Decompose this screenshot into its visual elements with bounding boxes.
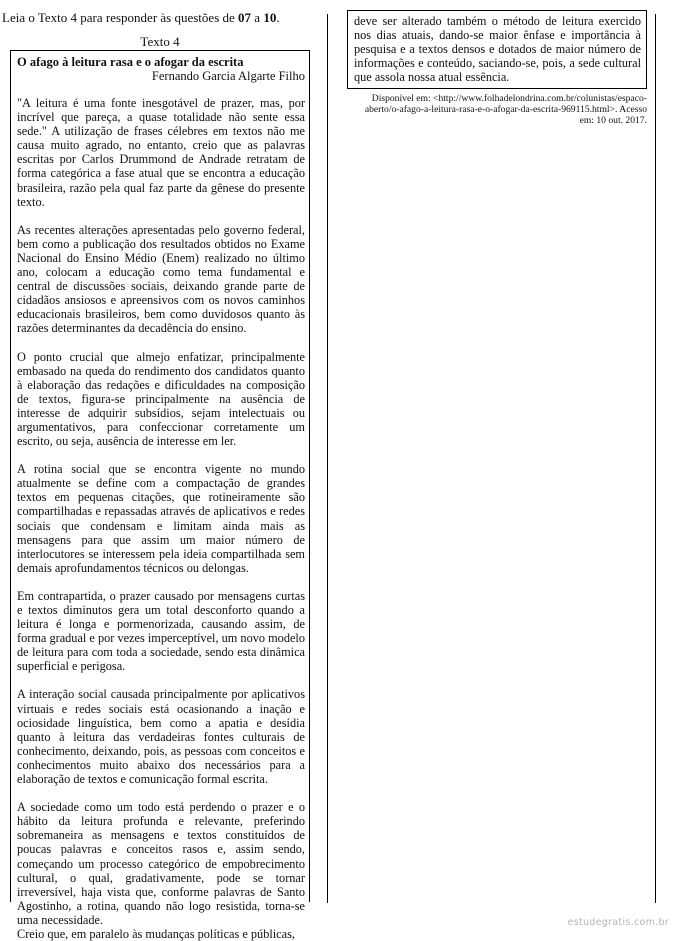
article-continuation-box — [347, 10, 647, 89]
instruction-line — [2, 10, 322, 26]
question-start: 07 — [238, 10, 252, 25]
article-paragraph: Em contrapartida, o prazer causado por mensagens curtas e textos diminutos gera um total desconforto quando a leitura é longa e pormenorizada, causando assim, de forma gradual e por vezes imperceptível, um novo modelo de leitura para com toda a sociedade, sendo esta dinâmica superficial e perigosa. — [17, 588, 305, 674]
instruction-prefix: Leia o Texto 4 para responder às questões de — [2, 10, 239, 25]
text-label: Texto 4 — [140, 34, 180, 49]
right-border-rule — [655, 14, 656, 903]
instruction-connector: a — [251, 10, 264, 25]
question-end: 10 — [263, 10, 277, 25]
article-paragraph: As recentes alterações apresentadas pelo governo federal, bem como a publicação dos resultados obtidos no Exame Nacional do Ensino Médio (Enem) realizado no último ano, colocam a educação como tema fundamental e central de discussões sociais, deixando grande parte de cidadãos ansiosos e apreensivos com os novos caminhos educacionais brasileiros, bem como duvidosos quanto às razões determinantes da decadência do ensino. — [17, 222, 305, 336]
article-continuation: deve ser alterado também o método de leitura exercido nos dias atuais, dando-se maior ênfase e importância à pesquisa e a textos densos e dotados de maior número de informações e conteúdo, saciando-se, pois, a sede cultural que assola nossa atual essência. — [354, 14, 641, 85]
instruction-suffix: . — [276, 10, 280, 25]
article-paragraph: A sociedade como um todo está perdendo o prazer e o hábito da leitura profunda e relevante, preferindo sobremaneira as mensagens e textos constituídos de poucas palavras e conceitos rasos e, assim sendo, começando um processo categórico de empobrecimento cultural, o qual, gradativamente, pode se tornar irreversível, haja vista que, conforme palavras de Santo Agostinho, a rotina, quando não logo resistida, torna-se uma necessidade. — [17, 800, 305, 927]
column-divider — [327, 14, 328, 903]
watermark: estudegratis.com.br — [567, 917, 669, 928]
article-paragraph: O ponto crucial que almejo enfatizar, principalmente embasado na queda do rendimento dos candidatos quanto à elaboração das redações e dificuldades na composição de textos, figura-se principalmente na ausência de interesse de adquirir subsídios, sejam intelectuais ou argumentativos, para confeccionar corretamente um escrito, ou seja, ausência de interesse em ler. — [17, 349, 305, 449]
article-box — [10, 50, 310, 941]
source-citation: Disponível em: <http://www.folhadelondrina.com.br/colunistas/espaco-aberto/o-afago-a-leitura-rasa-e-o-afogar-da-escrita-969115.html>. Acesso em: 10 out. 2017. — [364, 93, 647, 126]
article-title: O afago à leitura rasa e o afogar da escrita — [17, 55, 244, 69]
article-paragraph: "A leitura é uma fonte inesgotável de prazer, mas, por incrível que pareça, a quase totalidade não sente essa sede." A utilização de frases célebres em textos não me causa muito agrado, no entanto, creio que as palavras escritas por Carlos Drummond de Andrade retratam de forma categórica a fase atual que se encontra a educação brasileira, razão pela qual faz parte da gênese do presente texto. — [17, 96, 305, 209]
article-paragraph: Creio que, em paralelo às mudanças políticas e públicas, — [17, 926, 295, 941]
article-paragraph: A interação social causada principalmente por aplicativos virtuais e redes sociais está ocasionando a inação e ociosidade linguística, bem como a apatia e desídia quanto à leitura das verdadeiras fontes culturais de conhecimento, deixando, pois, as pessoas com conceitos e conhecimentos muito abaixo dos necessários para a elaboração de textos e comunicação formal escrita. — [17, 687, 305, 787]
article-paragraph: A rotina social que se encontra vigente no mundo atualmente se define com a compactação de grandes textos em pequenas citações, que rotineiramente são compartilhadas e repassadas através de aplicativos e redes sociais que condensam e limitam ainda mais as mensagens para que assim um maior número de interlocutores se interessem pela ideia compartilhada sem demais aprofundamentos técnicos ou delongas. — [17, 462, 305, 575]
article-author: Fernando Garcia Algarte Filho — [151, 69, 305, 83]
